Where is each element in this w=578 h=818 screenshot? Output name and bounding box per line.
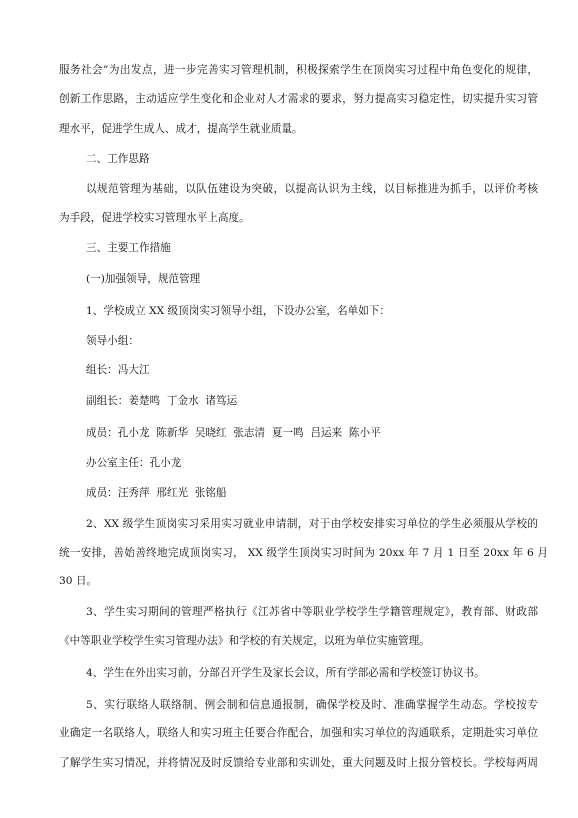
list-item: 4、学生在外出实习前，分部召开学生及家长会议，所有学部必需和学校签订协议书。 [86,667,485,679]
list-item: 2、XX 级学生顶岗实习采用实习就业申请制，对于由学校安排实习单位的学生必须服从学校的 [86,518,538,530]
roster-line: 办公室主任：孔小龙 [86,457,182,469]
paragraph-line: 业确定一名联络人，联络人和实习班主任要合作配合，加强和实习单位的沟通联系，定期赴实习单位 [59,727,538,739]
paragraph-line: 为手段，促进学校实习管理水平上高度。 [59,212,250,224]
list-item: 1、学校成立 XX 级顶岗实习领导小组，下设办公室，名单如下： [86,305,390,317]
paragraph-line: 创新工作思路，主动适应学生变化和企业对人才需求的要求，努力提高实习稳定性，切实提升实习管 [59,93,538,105]
section-heading: 三、主要工作措施 [86,242,171,254]
paragraph-line: 服务社会”为出发点，进一步完善实习管理机制，积极探索学生在顶岗实习过程中角色变化的规律， [59,64,538,76]
paragraph-line: 以规范管理为基础，以队伍建设为突破，以提高认识为主线，以目标推进为抓手，以评价考核 [86,183,538,195]
list-item: 5、实行联络人联络制、例会制和信息通报制，确保学校及时、准确掌握学生动态。学校按专 [86,699,538,711]
roster-line: 副组长：姜楚鸣 丁金水 诸笃运 [86,395,238,407]
paragraph-line: 统一安排，善始善终地完成顶岗实习， XX 级学生顶岗实习时间为 20xx 年 7 月 1 日至 20xx 年 6 月 [59,547,548,559]
list-item: 3、学生实习期间的管理严格执行《江苏省中等职业学校学生学籍管理规定》，教育部、财政部 [86,606,538,618]
paragraph-line: 理水平，促进学生成人、成才，提高学生就业质量。 [59,123,303,135]
group-label: 领导小组： [86,335,139,347]
roster-line: 组长：冯大江 [86,364,150,376]
subsection-heading: (一)加强领导，规范管理 [86,273,201,285]
roster-line: 成员：汪秀萍 邢红光 张铭船 [86,487,227,499]
roster-line: 成员：孔小龙 陈新华 吴晓红 张志清 夏一鸣 吕运来 陈小平 [86,427,381,439]
paragraph-line: 30 日。 [59,575,98,587]
paragraph-line: 了解学生实习情况，并将情况及时反馈给专业部和实训处，重大问题及时上报分管校长。学校每两周 [59,757,538,769]
section-heading: 二、工作思路 [86,153,150,165]
paragraph-line: 《中等职业学校学生实习管理办法》和学校的有关规定，以班为单位实施管理。 [59,635,430,647]
